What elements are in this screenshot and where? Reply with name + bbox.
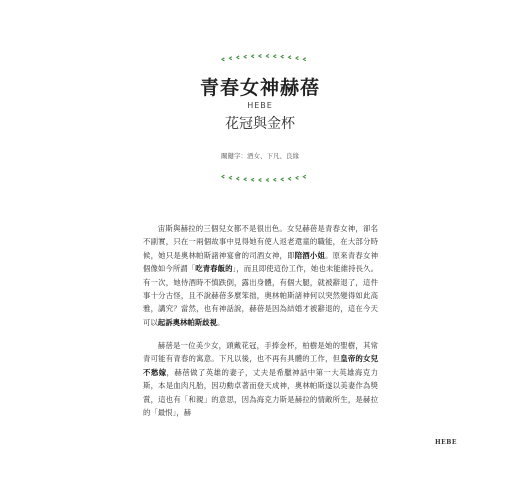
emphasis-text: 起訴奧林帕斯歧視 xyxy=(157,317,217,327)
leaf-mark xyxy=(295,56,299,60)
leaf-mark xyxy=(280,55,284,59)
leaf-mark xyxy=(243,55,247,59)
leaf-mark xyxy=(258,178,262,182)
leaf-mark xyxy=(236,55,240,59)
body-text-run: 。原來青春女神個像如今所謂「 xyxy=(143,250,378,274)
chapter-keywords: 關鍵字：酒女、下凡、良緣 xyxy=(221,152,299,160)
leaf-mark xyxy=(295,176,299,180)
leaf-mark xyxy=(288,177,292,181)
chapter-subtitle: 花冠與金杯 xyxy=(225,116,295,132)
emphasis-text: 陪酒小姐 xyxy=(294,250,326,260)
leaf-mark xyxy=(221,57,225,61)
leaf-mark xyxy=(251,178,255,182)
body-text-run: 宙斯與赫拉的三個兒女都不是很出色。女兒赫蓓是青春女神，卻名不副實，只在一兩個故事中見得她有使人返老還童的職能，在大部分時候，她只是奧林帕斯諸神宴會的司酒女神，即 xyxy=(143,224,378,260)
body-paragraph-1 xyxy=(143,222,378,329)
body-text-run: 」，而且即使這份工作，她也未能維持長久。有一次，她侍酒時不慎跌倒，露出身體，有個大腿，就被辭退了，這件事十分古怪，且不說赫蓓多麼笨拙，奧林帕斯諸神何以突然變得如此高雅，講究？當然，也有神話說，赫蓓是因為結婚才被辭退的，這在今天可以 xyxy=(143,264,378,327)
leaf-mark xyxy=(265,54,269,58)
leaf-mark xyxy=(236,177,240,181)
running-footer: HEBE xyxy=(435,439,457,446)
emphasis-text: 皇帝的女兒不愁嫁 xyxy=(143,354,378,377)
leaf-mark xyxy=(251,54,255,58)
leaf-mark xyxy=(228,176,232,180)
leaf-mark xyxy=(280,177,284,181)
leaf-mark xyxy=(302,175,306,179)
leaf-mark xyxy=(273,54,277,58)
leaf-mark xyxy=(273,178,277,182)
chevron-vine-icon xyxy=(217,172,307,186)
body-paragraph-2 xyxy=(143,339,378,419)
body-text-run: 赫蓓是一位美少女，頭戴花冠，手捧金杯，柏樹是她的聖樹，其常青可能有青春的寓意。下凡以後，也不再有具體的工作，但 xyxy=(143,341,378,364)
leaf-mark xyxy=(302,57,306,61)
leaf-mark xyxy=(258,54,262,58)
emphasis-text: 吃青春飯的 xyxy=(195,264,233,274)
leaf-mark xyxy=(243,177,247,181)
chevron-vine-icon xyxy=(217,52,307,66)
leaf-mark xyxy=(221,175,225,179)
body-text-run: ，赫蓓做了英雄的妻子，丈夫是希臘神話中第一大英雄海克力斯，本是血肉凡胎，因功勳卓著而登天成神，奧林帕斯遂以美妻作為獎賞，這也有「和親」的意思，因為海克力斯是赫拉的情敵所生，是赫拉的「最恨」，赫 xyxy=(143,367,378,418)
chapter-subtitle-english: HEBE xyxy=(247,101,273,110)
leaf-mark xyxy=(265,178,269,182)
leaf-mark xyxy=(288,55,292,59)
chapter-title: 青春女神赫蓓 xyxy=(199,77,320,99)
body-text-run: 。 xyxy=(216,317,225,327)
leaf-mark xyxy=(228,56,232,60)
